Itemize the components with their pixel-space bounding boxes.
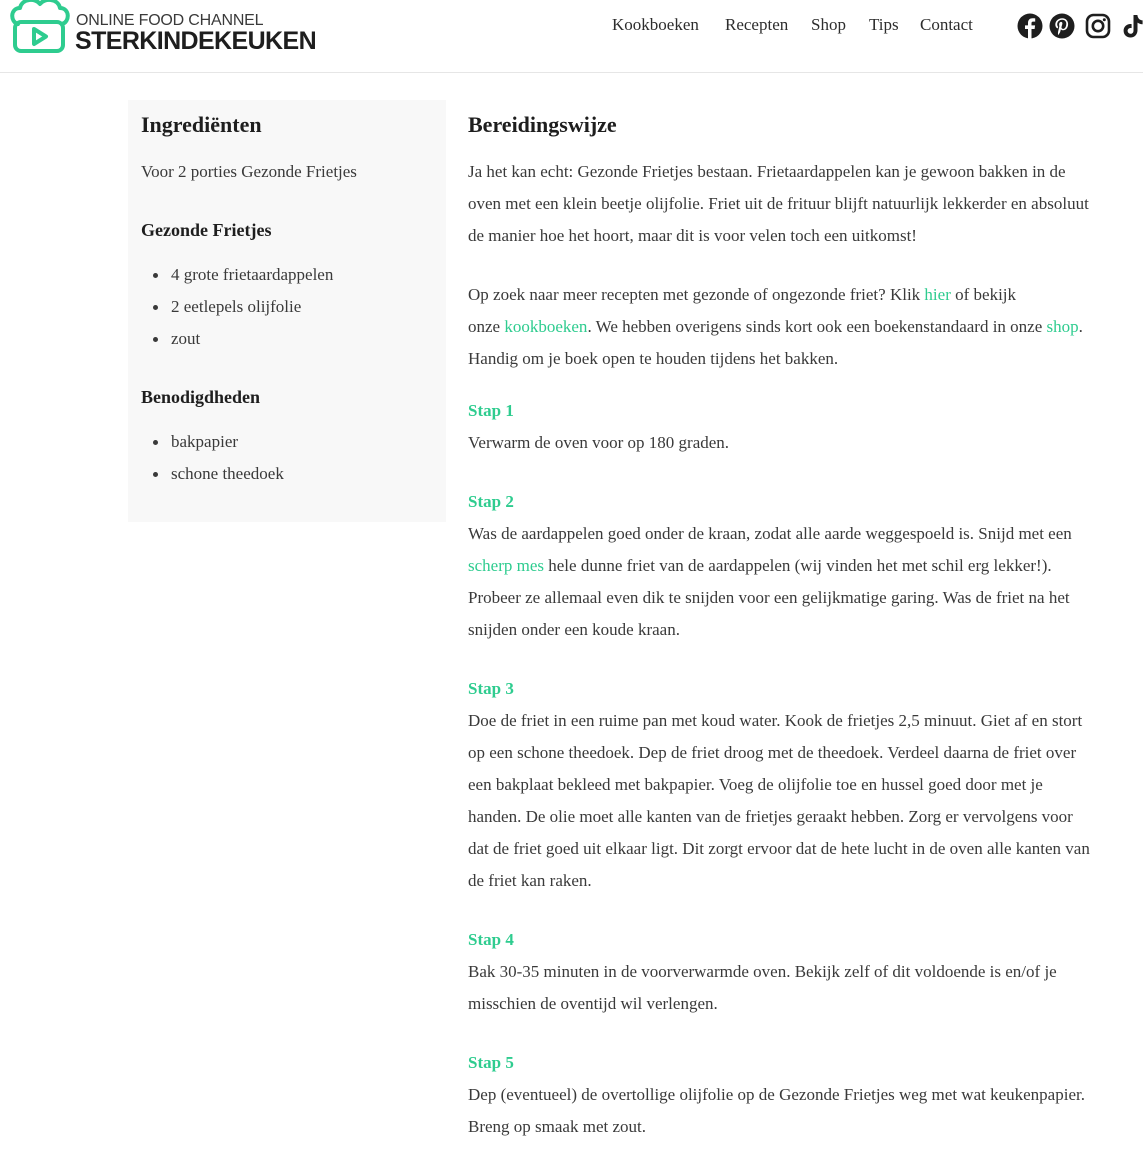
step-4-label: Stap 4 [468,930,514,949]
promo-line: Handig om je boek open te houden tijdens het bakken. [468,349,839,368]
step-2-text: Probeer ze allemaal even dik te snijden voor een gelijkmatige garing. Was de friet na het [468,588,1070,607]
nav-shop[interactable]: Shop [811,15,846,34]
logo-subtitle: ONLINE FOOD CHANNEL [76,12,264,29]
ingredient-item: 2 eetlepels olijfolie [171,297,302,316]
step-3-text: dat de friet goed uit elkaar ligt. Dit zorgt ervoor dat de hete lucht in de oven alle kanten van [468,839,1090,858]
bullet [153,305,158,310]
intro-line: oven met een klein beetje olijfolie. Friet uit de frituur blijft natuurlijk lekkerder en absoluut [468,194,1089,213]
step-4-text: misschien de oventijd wil verlengen. [468,994,718,1013]
shop-link[interactable]: shop [1046,317,1079,336]
servings-text: Voor 2 porties Gezonde Frietjes [141,162,357,181]
pinterest-icon[interactable] [1049,13,1075,39]
bullet [153,440,158,445]
promo-line: onze kookboeken. We hebben overigens sinds kort ook een boekenstandaard in onze shop. [468,317,1083,336]
step-5-text: Dep (eventueel) de overtollige olijfolie op de Gezonde Frietjes weg met wat keukenpapier. [468,1085,1085,1104]
step-1-label: Stap 1 [468,401,514,420]
promo-line: Op zoek naar meer recepten met gezonde of ongezonde friet? Klik hier of bekijk [468,285,1017,304]
intro-line: de manier hoe het hoort, maar dit is voor velen toch een uitkomst! [468,226,917,245]
kookboeken-link[interactable]: kookboeken [504,317,588,336]
hier-link[interactable]: hier [924,285,951,304]
step-2-text: snijden onder een koude kraan. [468,620,680,639]
step-3-text: Doe de friet in een ruime pan met koud water. Kook de frietjes 2,5 minuut. Giet af en stort [468,711,1083,730]
step-2-text: scherp mes hele dunne friet van de aardappelen (wij vinden het met schil erg lekker!). [468,556,1052,575]
ingredient-item: 4 grote frietaardappelen [171,265,334,284]
bullet [153,472,158,477]
nav-kookboeken[interactable]: Kookboeken [612,15,699,34]
instagram-icon[interactable] [1085,13,1111,39]
nav-tips[interactable]: Tips [869,15,899,34]
scherp-mes-link[interactable]: scherp mes [468,556,545,575]
ingredient-item: zout [171,329,201,348]
equipment-item: schone theedoek [171,464,284,483]
step-3-text: een bakplaat bekleed met bakpapier. Voeg de olijfolie toe en hussel goed door met je [468,775,1043,794]
nav-recepten[interactable]: Recepten [725,15,789,34]
chef-hat-play-icon[interactable] [10,0,70,54]
ingredients-title: Ingrediënten [141,112,262,137]
step-3-text: de friet kan raken. [468,871,592,890]
tiktok-icon[interactable] [1120,13,1143,39]
intro-line: Ja het kan echt: Gezonde Frietjes bestaan. Frietaardappelen kan je gewoon bakken in de [468,162,1066,181]
site-header [0,0,1143,73]
equipment-item: bakpapier [171,432,239,451]
step-5-label: Stap 5 [468,1053,514,1072]
step-3-text: handen. De olie moet alle kanten van de frietjes geraakt hebben. Zorg er vervolgens voor [468,807,1073,826]
method-title: Bereidingswijze [468,112,617,137]
step-2-text: Was de aardappelen goed onder de kraan, zodat alle aarde weggespoeld is. Snijd met een [468,524,1072,543]
step-4-text: Bak 30-35 minuten in de voorverwarmde oven. Bekijk zelf of dit voldoende is en/of je [468,962,1057,981]
step-1-text: Verwarm de oven voor op 180 graden. [468,433,730,452]
equipment-group-title: Benodigdheden [141,387,261,407]
logo-title[interactable]: STERKINDEKEUKEN [75,27,317,55]
step-3-label: Stap 3 [468,679,514,698]
facebook-icon[interactable] [1017,13,1043,39]
step-3-text: op een schone theedoek. Dep de friet droog met de theedoek. Verdeel daarna de friet over [468,743,1077,762]
bullet [153,273,158,278]
step-2-label: Stap 2 [468,492,514,511]
step-5-text: Breng op smaak met zout. [468,1117,646,1136]
ingredient-group-title: Gezonde Frietjes [141,220,272,240]
bullet [153,337,158,342]
nav-contact[interactable]: Contact [920,15,973,34]
